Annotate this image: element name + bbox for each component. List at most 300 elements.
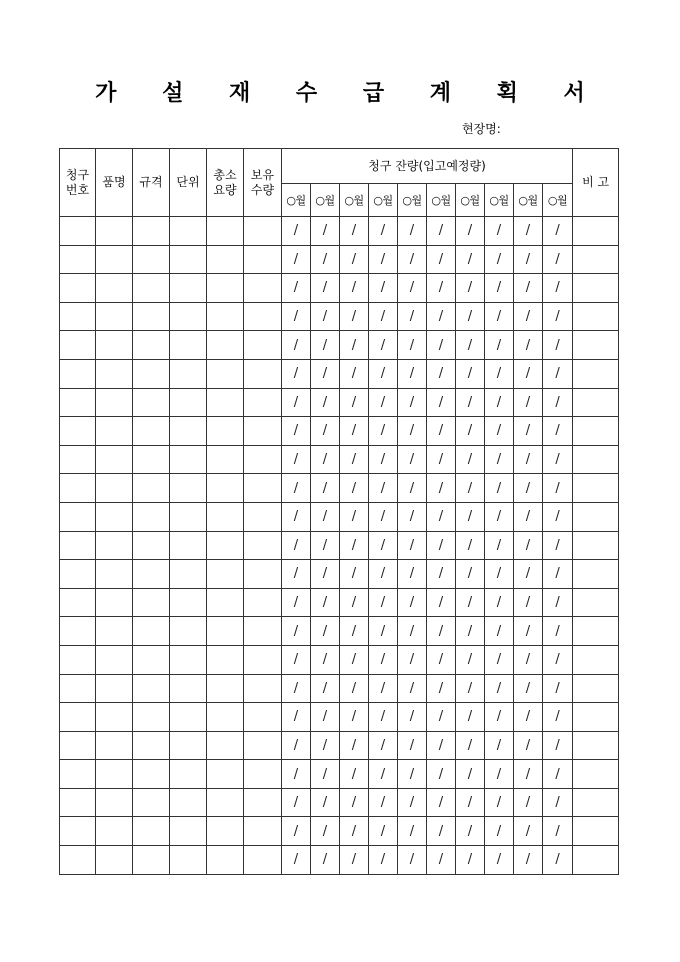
month-cell[interactable] xyxy=(282,788,311,817)
month-cell[interactable] xyxy=(543,302,573,331)
month-cell[interactable] xyxy=(311,245,340,274)
data-cell[interactable] xyxy=(60,703,96,732)
data-cell[interactable] xyxy=(60,588,96,617)
month-cell[interactable] xyxy=(543,245,573,274)
data-cell[interactable] xyxy=(96,617,133,646)
month-cell[interactable] xyxy=(340,217,369,246)
month-cell[interactable] xyxy=(514,302,543,331)
data-cell[interactable] xyxy=(207,788,244,817)
data-cell[interactable] xyxy=(573,359,619,388)
data-cell[interactable] xyxy=(207,245,244,274)
data-cell[interactable] xyxy=(170,417,207,446)
month-cell[interactable] xyxy=(427,417,456,446)
data-cell[interactable] xyxy=(207,274,244,303)
month-cell[interactable] xyxy=(485,817,514,846)
data-cell[interactable] xyxy=(96,502,133,531)
month-cell[interactable] xyxy=(398,760,427,789)
data-cell[interactable] xyxy=(207,302,244,331)
month-cell[interactable] xyxy=(369,417,398,446)
month-cell[interactable] xyxy=(543,531,573,560)
month-cell[interactable] xyxy=(543,502,573,531)
month-cell[interactable] xyxy=(282,617,311,646)
month-cell[interactable] xyxy=(427,331,456,360)
month-cell[interactable] xyxy=(514,274,543,303)
month-cell[interactable] xyxy=(369,474,398,503)
data-cell[interactable] xyxy=(244,274,282,303)
data-cell[interactable] xyxy=(133,388,170,417)
data-cell[interactable] xyxy=(60,388,96,417)
month-cell[interactable] xyxy=(485,560,514,589)
data-cell[interactable] xyxy=(573,617,619,646)
data-cell[interactable] xyxy=(244,846,282,875)
month-cell[interactable] xyxy=(543,645,573,674)
month-cell[interactable] xyxy=(456,217,485,246)
month-cell[interactable] xyxy=(456,617,485,646)
month-cell[interactable] xyxy=(543,588,573,617)
month-cell[interactable] xyxy=(456,560,485,589)
month-cell[interactable] xyxy=(543,817,573,846)
month-cell[interactable] xyxy=(456,703,485,732)
month-cell[interactable] xyxy=(543,331,573,360)
data-cell[interactable] xyxy=(170,388,207,417)
data-cell[interactable] xyxy=(170,674,207,703)
month-cell[interactable] xyxy=(369,846,398,875)
data-cell[interactable] xyxy=(573,788,619,817)
month-cell[interactable] xyxy=(282,645,311,674)
data-cell[interactable] xyxy=(244,760,282,789)
data-cell[interactable] xyxy=(207,445,244,474)
month-cell[interactable] xyxy=(543,788,573,817)
month-cell[interactable] xyxy=(311,331,340,360)
month-cell[interactable] xyxy=(543,274,573,303)
month-cell[interactable] xyxy=(514,245,543,274)
month-cell[interactable] xyxy=(282,331,311,360)
month-cell[interactable] xyxy=(456,417,485,446)
data-cell[interactable] xyxy=(573,846,619,875)
data-cell[interactable] xyxy=(170,359,207,388)
data-cell[interactable] xyxy=(207,560,244,589)
month-cell[interactable] xyxy=(340,359,369,388)
data-cell[interactable] xyxy=(96,531,133,560)
data-cell[interactable] xyxy=(244,817,282,846)
month-cell[interactable] xyxy=(543,846,573,875)
month-cell[interactable] xyxy=(514,531,543,560)
month-cell[interactable] xyxy=(311,645,340,674)
month-cell[interactable] xyxy=(369,388,398,417)
data-cell[interactable] xyxy=(133,331,170,360)
month-cell[interactable] xyxy=(398,474,427,503)
month-cell[interactable] xyxy=(398,302,427,331)
data-cell[interactable] xyxy=(170,817,207,846)
month-cell[interactable] xyxy=(456,645,485,674)
data-cell[interactable] xyxy=(170,331,207,360)
month-cell[interactable] xyxy=(456,274,485,303)
data-cell[interactable] xyxy=(96,302,133,331)
month-cell[interactable] xyxy=(543,703,573,732)
month-cell[interactable] xyxy=(543,474,573,503)
month-cell[interactable] xyxy=(514,617,543,646)
data-cell[interactable] xyxy=(133,445,170,474)
data-cell[interactable] xyxy=(133,760,170,789)
month-cell[interactable] xyxy=(282,846,311,875)
data-cell[interactable] xyxy=(207,731,244,760)
month-cell[interactable] xyxy=(369,645,398,674)
month-cell[interactable] xyxy=(456,474,485,503)
data-cell[interactable] xyxy=(133,617,170,646)
month-cell[interactable] xyxy=(311,588,340,617)
month-cell[interactable] xyxy=(514,445,543,474)
data-cell[interactable] xyxy=(133,703,170,732)
month-cell[interactable] xyxy=(369,331,398,360)
month-cell[interactable] xyxy=(485,217,514,246)
data-cell[interactable] xyxy=(207,674,244,703)
data-cell[interactable] xyxy=(133,731,170,760)
data-cell[interactable] xyxy=(133,531,170,560)
data-cell[interactable] xyxy=(60,817,96,846)
data-cell[interactable] xyxy=(244,502,282,531)
month-cell[interactable] xyxy=(427,731,456,760)
month-cell[interactable] xyxy=(282,445,311,474)
month-cell[interactable] xyxy=(282,474,311,503)
month-cell[interactable] xyxy=(427,217,456,246)
data-cell[interactable] xyxy=(96,445,133,474)
data-cell[interactable] xyxy=(207,359,244,388)
month-cell[interactable] xyxy=(369,617,398,646)
month-cell[interactable] xyxy=(340,445,369,474)
month-cell[interactable] xyxy=(514,388,543,417)
month-cell[interactable] xyxy=(485,588,514,617)
month-cell[interactable] xyxy=(456,674,485,703)
data-cell[interactable] xyxy=(244,674,282,703)
month-cell[interactable] xyxy=(543,417,573,446)
data-cell[interactable] xyxy=(244,359,282,388)
month-cell[interactable] xyxy=(282,302,311,331)
month-cell[interactable] xyxy=(311,302,340,331)
month-cell[interactable] xyxy=(456,531,485,560)
data-cell[interactable] xyxy=(207,217,244,246)
month-cell[interactable] xyxy=(427,274,456,303)
month-cell[interactable] xyxy=(427,445,456,474)
data-cell[interactable] xyxy=(96,731,133,760)
month-cell[interactable] xyxy=(456,245,485,274)
month-cell[interactable] xyxy=(485,645,514,674)
data-cell[interactable] xyxy=(60,474,96,503)
data-cell[interactable] xyxy=(207,502,244,531)
data-cell[interactable] xyxy=(60,302,96,331)
month-cell[interactable] xyxy=(311,617,340,646)
month-cell[interactable] xyxy=(398,817,427,846)
month-cell[interactable] xyxy=(340,417,369,446)
month-cell[interactable] xyxy=(369,531,398,560)
month-cell[interactable] xyxy=(369,788,398,817)
month-cell[interactable] xyxy=(485,703,514,732)
month-cell[interactable] xyxy=(427,302,456,331)
data-cell[interactable] xyxy=(244,245,282,274)
data-cell[interactable] xyxy=(170,531,207,560)
data-cell[interactable] xyxy=(60,331,96,360)
month-cell[interactable] xyxy=(340,245,369,274)
month-cell[interactable] xyxy=(514,674,543,703)
month-cell[interactable] xyxy=(398,217,427,246)
data-cell[interactable] xyxy=(170,245,207,274)
data-cell[interactable] xyxy=(96,588,133,617)
data-cell[interactable] xyxy=(573,560,619,589)
data-cell[interactable] xyxy=(573,302,619,331)
data-cell[interactable] xyxy=(96,417,133,446)
data-cell[interactable] xyxy=(96,703,133,732)
data-cell[interactable] xyxy=(133,674,170,703)
data-cell[interactable] xyxy=(96,674,133,703)
data-cell[interactable] xyxy=(207,817,244,846)
data-cell[interactable] xyxy=(573,531,619,560)
data-cell[interactable] xyxy=(60,846,96,875)
month-cell[interactable] xyxy=(398,274,427,303)
month-cell[interactable] xyxy=(311,788,340,817)
data-cell[interactable] xyxy=(573,274,619,303)
data-cell[interactable] xyxy=(244,302,282,331)
data-cell[interactable] xyxy=(96,331,133,360)
data-cell[interactable] xyxy=(170,760,207,789)
data-cell[interactable] xyxy=(96,788,133,817)
month-cell[interactable] xyxy=(543,217,573,246)
month-cell[interactable] xyxy=(456,388,485,417)
data-cell[interactable] xyxy=(244,645,282,674)
month-cell[interactable] xyxy=(340,617,369,646)
month-cell[interactable] xyxy=(398,245,427,274)
data-cell[interactable] xyxy=(96,760,133,789)
month-cell[interactable] xyxy=(514,474,543,503)
month-cell[interactable] xyxy=(311,703,340,732)
month-cell[interactable] xyxy=(340,560,369,589)
data-cell[interactable] xyxy=(207,703,244,732)
month-cell[interactable] xyxy=(485,245,514,274)
data-cell[interactable] xyxy=(244,617,282,646)
data-cell[interactable] xyxy=(573,817,619,846)
month-cell[interactable] xyxy=(485,674,514,703)
month-cell[interactable] xyxy=(485,445,514,474)
data-cell[interactable] xyxy=(573,731,619,760)
data-cell[interactable] xyxy=(573,645,619,674)
month-cell[interactable] xyxy=(282,417,311,446)
data-cell[interactable] xyxy=(133,359,170,388)
month-cell[interactable] xyxy=(543,388,573,417)
data-cell[interactable] xyxy=(133,817,170,846)
data-cell[interactable] xyxy=(244,474,282,503)
data-cell[interactable] xyxy=(170,302,207,331)
month-cell[interactable] xyxy=(485,274,514,303)
month-cell[interactable] xyxy=(311,674,340,703)
month-cell[interactable] xyxy=(398,359,427,388)
data-cell[interactable] xyxy=(60,617,96,646)
data-cell[interactable] xyxy=(244,788,282,817)
month-cell[interactable] xyxy=(456,302,485,331)
month-cell[interactable] xyxy=(369,245,398,274)
data-cell[interactable] xyxy=(96,217,133,246)
month-cell[interactable] xyxy=(543,760,573,789)
month-cell[interactable] xyxy=(282,817,311,846)
data-cell[interactable] xyxy=(170,274,207,303)
month-cell[interactable] xyxy=(456,817,485,846)
data-cell[interactable] xyxy=(60,531,96,560)
month-cell[interactable] xyxy=(311,531,340,560)
data-cell[interactable] xyxy=(133,588,170,617)
month-cell[interactable] xyxy=(514,331,543,360)
data-cell[interactable] xyxy=(96,846,133,875)
month-cell[interactable] xyxy=(485,359,514,388)
month-cell[interactable] xyxy=(456,846,485,875)
month-cell[interactable] xyxy=(543,359,573,388)
month-cell[interactable] xyxy=(282,703,311,732)
month-cell[interactable] xyxy=(398,674,427,703)
data-cell[interactable] xyxy=(60,359,96,388)
month-cell[interactable] xyxy=(369,502,398,531)
month-cell[interactable] xyxy=(311,560,340,589)
month-cell[interactable] xyxy=(514,588,543,617)
data-cell[interactable] xyxy=(207,588,244,617)
month-cell[interactable] xyxy=(369,731,398,760)
month-cell[interactable] xyxy=(485,388,514,417)
month-cell[interactable] xyxy=(543,674,573,703)
month-cell[interactable] xyxy=(427,817,456,846)
month-cell[interactable] xyxy=(514,788,543,817)
data-cell[interactable] xyxy=(60,560,96,589)
data-cell[interactable] xyxy=(170,645,207,674)
month-cell[interactable] xyxy=(485,331,514,360)
month-cell[interactable] xyxy=(398,531,427,560)
month-cell[interactable] xyxy=(514,502,543,531)
data-cell[interactable] xyxy=(60,502,96,531)
month-cell[interactable] xyxy=(311,274,340,303)
month-cell[interactable] xyxy=(340,760,369,789)
data-cell[interactable] xyxy=(207,331,244,360)
month-cell[interactable] xyxy=(514,703,543,732)
month-cell[interactable] xyxy=(427,474,456,503)
month-cell[interactable] xyxy=(340,846,369,875)
month-cell[interactable] xyxy=(398,388,427,417)
month-cell[interactable] xyxy=(485,731,514,760)
data-cell[interactable] xyxy=(133,788,170,817)
data-cell[interactable] xyxy=(170,703,207,732)
month-cell[interactable] xyxy=(282,359,311,388)
month-cell[interactable] xyxy=(485,531,514,560)
month-cell[interactable] xyxy=(514,560,543,589)
month-cell[interactable] xyxy=(427,846,456,875)
month-cell[interactable] xyxy=(398,502,427,531)
month-cell[interactable] xyxy=(456,331,485,360)
month-cell[interactable] xyxy=(398,731,427,760)
data-cell[interactable] xyxy=(96,474,133,503)
data-cell[interactable] xyxy=(170,617,207,646)
month-cell[interactable] xyxy=(369,760,398,789)
data-cell[interactable] xyxy=(96,359,133,388)
month-cell[interactable] xyxy=(340,788,369,817)
month-cell[interactable] xyxy=(427,531,456,560)
month-cell[interactable] xyxy=(485,474,514,503)
month-cell[interactable] xyxy=(427,560,456,589)
data-cell[interactable] xyxy=(60,645,96,674)
month-cell[interactable] xyxy=(340,817,369,846)
data-cell[interactable] xyxy=(244,560,282,589)
month-cell[interactable] xyxy=(427,502,456,531)
month-cell[interactable] xyxy=(369,274,398,303)
month-cell[interactable] xyxy=(427,617,456,646)
month-cell[interactable] xyxy=(398,617,427,646)
month-cell[interactable] xyxy=(340,388,369,417)
month-cell[interactable] xyxy=(485,617,514,646)
month-cell[interactable] xyxy=(369,703,398,732)
month-cell[interactable] xyxy=(485,417,514,446)
month-cell[interactable] xyxy=(514,645,543,674)
month-cell[interactable] xyxy=(311,502,340,531)
data-cell[interactable] xyxy=(207,760,244,789)
data-cell[interactable] xyxy=(573,674,619,703)
month-cell[interactable] xyxy=(369,817,398,846)
data-cell[interactable] xyxy=(96,817,133,846)
month-cell[interactable] xyxy=(282,502,311,531)
data-cell[interactable] xyxy=(573,217,619,246)
data-cell[interactable] xyxy=(244,217,282,246)
month-cell[interactable] xyxy=(485,502,514,531)
data-cell[interactable] xyxy=(60,674,96,703)
month-cell[interactable] xyxy=(427,645,456,674)
month-cell[interactable] xyxy=(311,217,340,246)
month-cell[interactable] xyxy=(282,588,311,617)
month-cell[interactable] xyxy=(282,674,311,703)
month-cell[interactable] xyxy=(311,417,340,446)
data-cell[interactable] xyxy=(244,388,282,417)
data-cell[interactable] xyxy=(133,560,170,589)
data-cell[interactable] xyxy=(170,502,207,531)
month-cell[interactable] xyxy=(514,817,543,846)
data-cell[interactable] xyxy=(207,417,244,446)
month-cell[interactable] xyxy=(398,645,427,674)
data-cell[interactable] xyxy=(573,588,619,617)
data-cell[interactable] xyxy=(133,417,170,446)
month-cell[interactable] xyxy=(427,674,456,703)
month-cell[interactable] xyxy=(369,674,398,703)
data-cell[interactable] xyxy=(170,588,207,617)
month-cell[interactable] xyxy=(456,445,485,474)
month-cell[interactable] xyxy=(514,846,543,875)
month-cell[interactable] xyxy=(369,588,398,617)
month-cell[interactable] xyxy=(282,731,311,760)
month-cell[interactable] xyxy=(427,760,456,789)
month-cell[interactable] xyxy=(340,531,369,560)
data-cell[interactable] xyxy=(573,331,619,360)
month-cell[interactable] xyxy=(369,560,398,589)
month-cell[interactable] xyxy=(282,388,311,417)
data-cell[interactable] xyxy=(133,645,170,674)
data-cell[interactable] xyxy=(96,245,133,274)
month-cell[interactable] xyxy=(543,445,573,474)
month-cell[interactable] xyxy=(427,588,456,617)
month-cell[interactable] xyxy=(340,331,369,360)
data-cell[interactable] xyxy=(170,846,207,875)
data-cell[interactable] xyxy=(573,703,619,732)
month-cell[interactable] xyxy=(369,445,398,474)
month-cell[interactable] xyxy=(398,560,427,589)
data-cell[interactable] xyxy=(96,645,133,674)
data-cell[interactable] xyxy=(133,502,170,531)
month-cell[interactable] xyxy=(398,331,427,360)
month-cell[interactable] xyxy=(311,817,340,846)
month-cell[interactable] xyxy=(427,388,456,417)
data-cell[interactable] xyxy=(573,388,619,417)
month-cell[interactable] xyxy=(282,245,311,274)
data-cell[interactable] xyxy=(573,445,619,474)
month-cell[interactable] xyxy=(369,217,398,246)
month-cell[interactable] xyxy=(427,245,456,274)
